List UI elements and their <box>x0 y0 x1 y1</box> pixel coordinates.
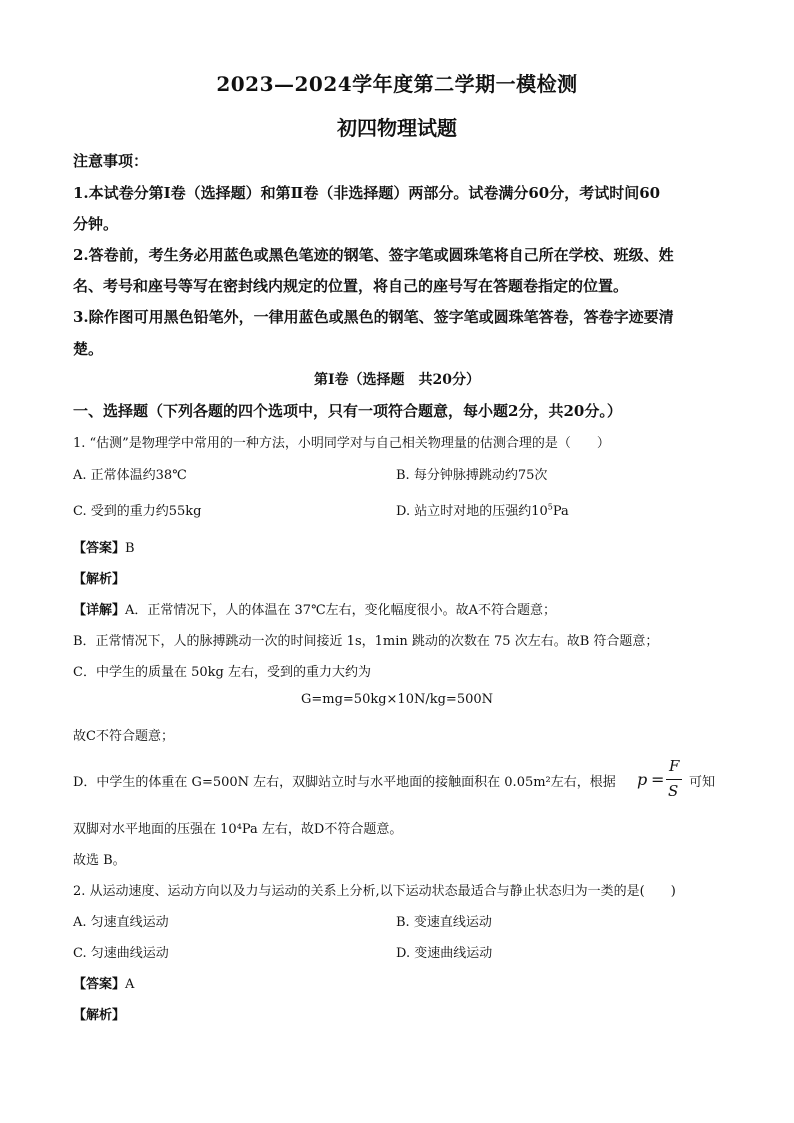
detail-label: 【详解】 <box>73 603 126 618</box>
answer-label: 【答案】 <box>73 541 126 556</box>
q1-option-d-unit: Pa <box>552 504 569 519</box>
notice-line: 分钟。 <box>73 215 119 233</box>
q1-choose: 故选 B。 <box>73 853 126 868</box>
answer-value: B <box>125 541 135 556</box>
q1-detail-d1: D．中学生的体重在 G=500N 左右，双脚站立时与水平地面的接触面积在 0.05m²左右，根据 <box>73 775 616 790</box>
q2-option-a: A. 匀速直线运动 <box>73 915 169 930</box>
q1-detail-a <box>73 599 556 618</box>
formula-denominator: S <box>668 782 679 800</box>
q2-analysis <box>73 1004 125 1023</box>
analysis-label: 【解析】 <box>73 572 126 587</box>
pressure-formula <box>637 755 687 805</box>
answer-label: 【答案】 <box>73 977 126 992</box>
q1-analysis <box>73 568 125 587</box>
answer-value: A <box>125 977 135 992</box>
formula-equals: = <box>651 770 665 789</box>
notice-line: 2.答卷前，考生务必用蓝色或黑色笔迹的钢笔、签字笔或圆珠笔将自己所在学校、班级、姓 <box>73 246 674 264</box>
part1-heading: 第Ⅰ卷（选择题 共20分） <box>313 372 481 388</box>
q2-option-b: B. 变速直线运动 <box>396 915 492 930</box>
q1-option-a: A. 正常体温约38℃ <box>73 468 187 483</box>
notice-heading: 注意事项： <box>73 152 149 170</box>
formula-numerator: F <box>669 757 680 775</box>
formula-p: p <box>637 770 648 789</box>
q1-formula: G=mg=50kg×10N/kg=500N <box>300 692 494 707</box>
q1-option-b: B. 每分钟脉搏跳动约75次 <box>396 468 548 483</box>
section-heading: 一、选择题（下列各题的四个选项中，只有一项符合题意，每小题2分，共20分。） <box>73 402 622 420</box>
q2-option-c: C. 匀速曲线运动 <box>73 946 169 961</box>
fraction-bar <box>666 779 682 780</box>
q2-stem: 2. 从运动速度、运动方向以及力与运动的关系上分析,以下运动状态最适合与静止状态归为一类的是( ) <box>73 884 676 899</box>
q1-detail-b: B．正常情况下，人的脉搏跳动一次的时间接近 1s，1min 跳动的次数在 75 次左右。故B 符合题意； <box>73 634 659 649</box>
notice-line: 楚。 <box>73 340 104 358</box>
q2-answer <box>73 973 134 992</box>
exam-title: 2023—2024学年度第二学期一模检测 <box>216 72 578 96</box>
analysis-label: 【解析】 <box>73 1008 126 1023</box>
q1-detail-d1-tail: 可知 <box>689 775 716 790</box>
q1-detail-d2: 双脚对水平地面的压强在 10⁴Pa 左右，故D不符合题意。 <box>73 822 403 837</box>
q1-answer <box>73 537 135 556</box>
q1-option-d <box>396 500 569 519</box>
q2-option-d: D. 变速曲线运动 <box>396 946 493 961</box>
q1-stem: 1. “估测”是物理学中常用的一种方法，小明同学对与自己相关物理量的估测合理的是（ ） <box>73 436 610 451</box>
notice-line: 1.本试卷分第Ⅰ卷（选择题）和第Ⅱ卷（非选择题）两部分。试卷满分60分，考试时间60 <box>73 184 661 202</box>
q1-option-c: C. 受到的重力约55kg <box>73 504 202 519</box>
q1-option-d-text: D. 站立时对地的压强约10 <box>396 504 548 519</box>
q1-c-conclusion: 故C不符合题意； <box>73 729 174 744</box>
exam-subtitle: 初四物理试题 <box>337 116 457 140</box>
q1-detail-c: C．中学生的质量在 50kg 左右，受到的重力大约为 <box>73 665 371 680</box>
q1-option-d-exponent: 5 <box>547 502 553 512</box>
detail-a-text: A．正常情况下，人的体温在 37℃左右，变化幅度很小。故A不符合题意； <box>125 603 557 618</box>
notice-line: 3.除作图可用黑色铅笔外，一律用蓝色或黑色的钢笔、签字笔或圆珠笔答卷，答卷字迹要清 <box>73 308 674 326</box>
notice-line: 名、考号和座号等写在密封线内规定的位置，将自己的座号写在答题卷指定的位置。 <box>73 277 629 295</box>
